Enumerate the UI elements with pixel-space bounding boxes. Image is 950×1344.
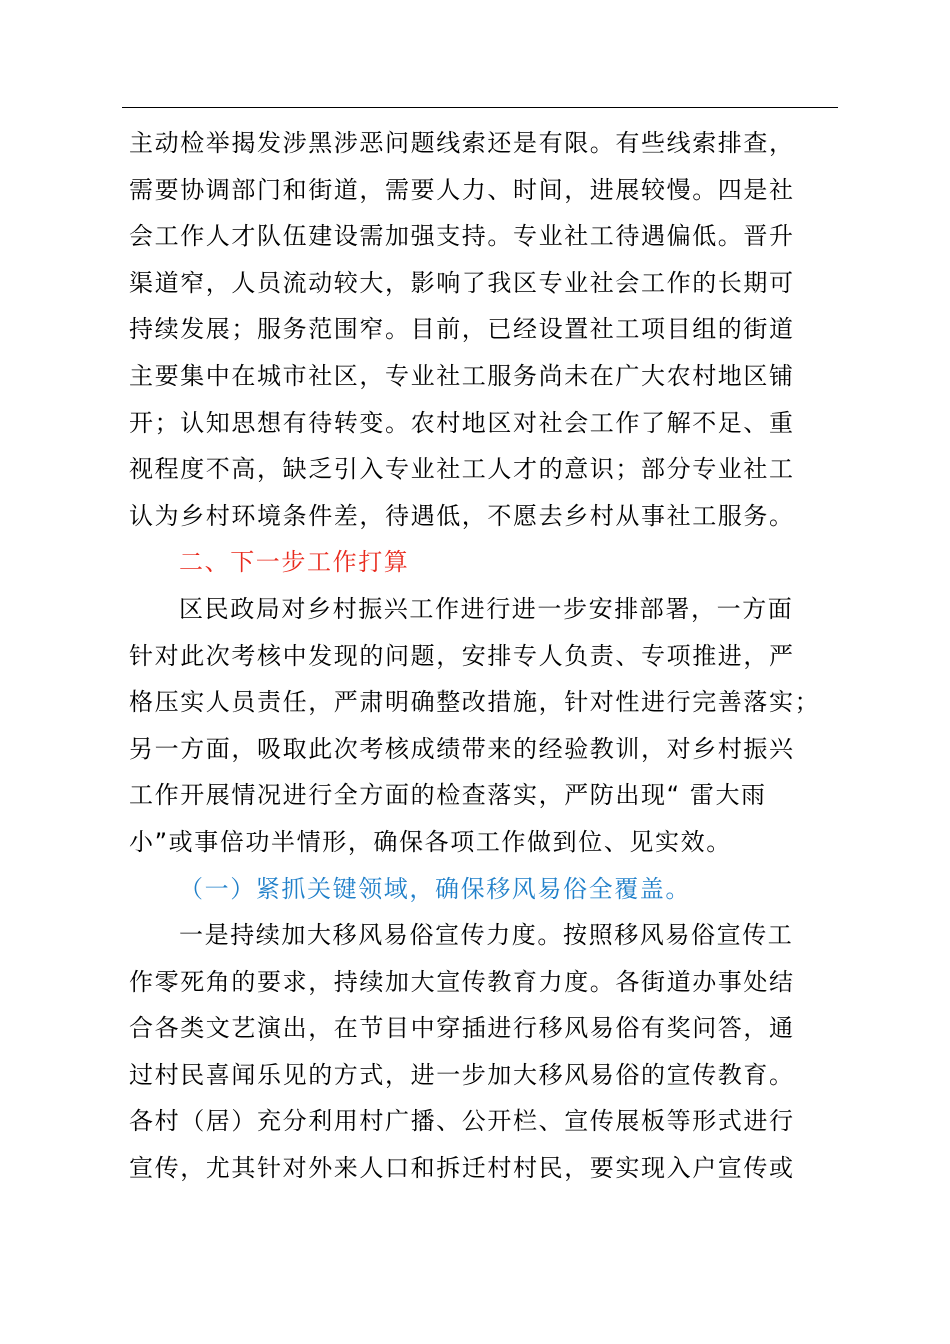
- paragraph-line: 开；认知思想有待转变。农村地区对社会工作了解不足、重: [129, 408, 795, 437]
- paragraph-line: 主要集中在城市社区，专业社工服务尚未在广大农村地区铺: [129, 361, 795, 390]
- paragraph-line: 持续发展；服务范围窄。目前，已经设置社工项目组的街道: [129, 315, 795, 344]
- paragraph-line: 各村（居）充分利用村广播、公开栏、宣传展板等形式进行: [129, 1107, 795, 1136]
- paragraph-line: 格压实人员责任，严肃明确整改措施，针对性进行完善落实；: [129, 688, 821, 717]
- paragraph-line: 需要协调部门和街道，需要人力、时间，进展较慢。四是社: [129, 175, 795, 204]
- paragraph-line: 另一方面，吸取此次考核成绩带来的经验教训，对乡村振兴: [129, 734, 795, 763]
- paragraph-line: 渠道窄，人员流动较大，影响了我区专业社会工作的长期可: [129, 268, 795, 297]
- paragraph-line: 工作开展情况进行全方面的检查落实，严防出现“ 雷大雨: [129, 781, 767, 810]
- paragraph-line: 主动检举揭发涉黑涉恶问题线索还是有限。有些线索排查，: [129, 129, 795, 157]
- paragraph-line: 会工作人才队伍建设需加强支持。专业社工待遇偏低。晋升: [129, 222, 795, 251]
- document-body: [129, 120, 849, 1192]
- section-heading: 二、下一步工作打算: [179, 548, 410, 577]
- paragraph-line: 过村民喜闻乐见的方式，进一步加大移风易俗的宣传教育。: [129, 1060, 795, 1089]
- paragraph-line: 视程度不高，缺乏引入专业社工人才的意识；部分专业社工: [129, 455, 795, 484]
- paragraph-line: 小”或事倍功半情形，确保各项工作做到位、见实效。: [129, 827, 732, 856]
- paragraph-line: 区民政局对乡村振兴工作进行进一步安排部署，一方面: [179, 594, 794, 623]
- subsection-heading: （一）紧抓关键领域，确保移风易俗全覆盖。: [179, 874, 691, 903]
- paragraph-line: 宣传，尤其针对外来人口和拆迁村村民，要实现入户宣传或: [129, 1154, 795, 1183]
- header-rule: [122, 107, 838, 108]
- paragraph-line: 认为乡村环境条件差，待遇低，不愿去乡村从事社工服务。: [129, 501, 795, 530]
- paragraph-line: 一是持续加大移风易俗宣传力度。按照移风易俗宣传工: [179, 921, 794, 950]
- paragraph-line: 作零死角的要求，持续加大宣传教育力度。各街道办事处结: [129, 967, 795, 996]
- paragraph-line: 合各类文艺演出，在节目中穿插进行移风易俗有奖问答，通: [129, 1014, 795, 1043]
- paragraph-line: 针对此次考核中发现的问题，安排专人负责、专项推进，严: [129, 641, 795, 670]
